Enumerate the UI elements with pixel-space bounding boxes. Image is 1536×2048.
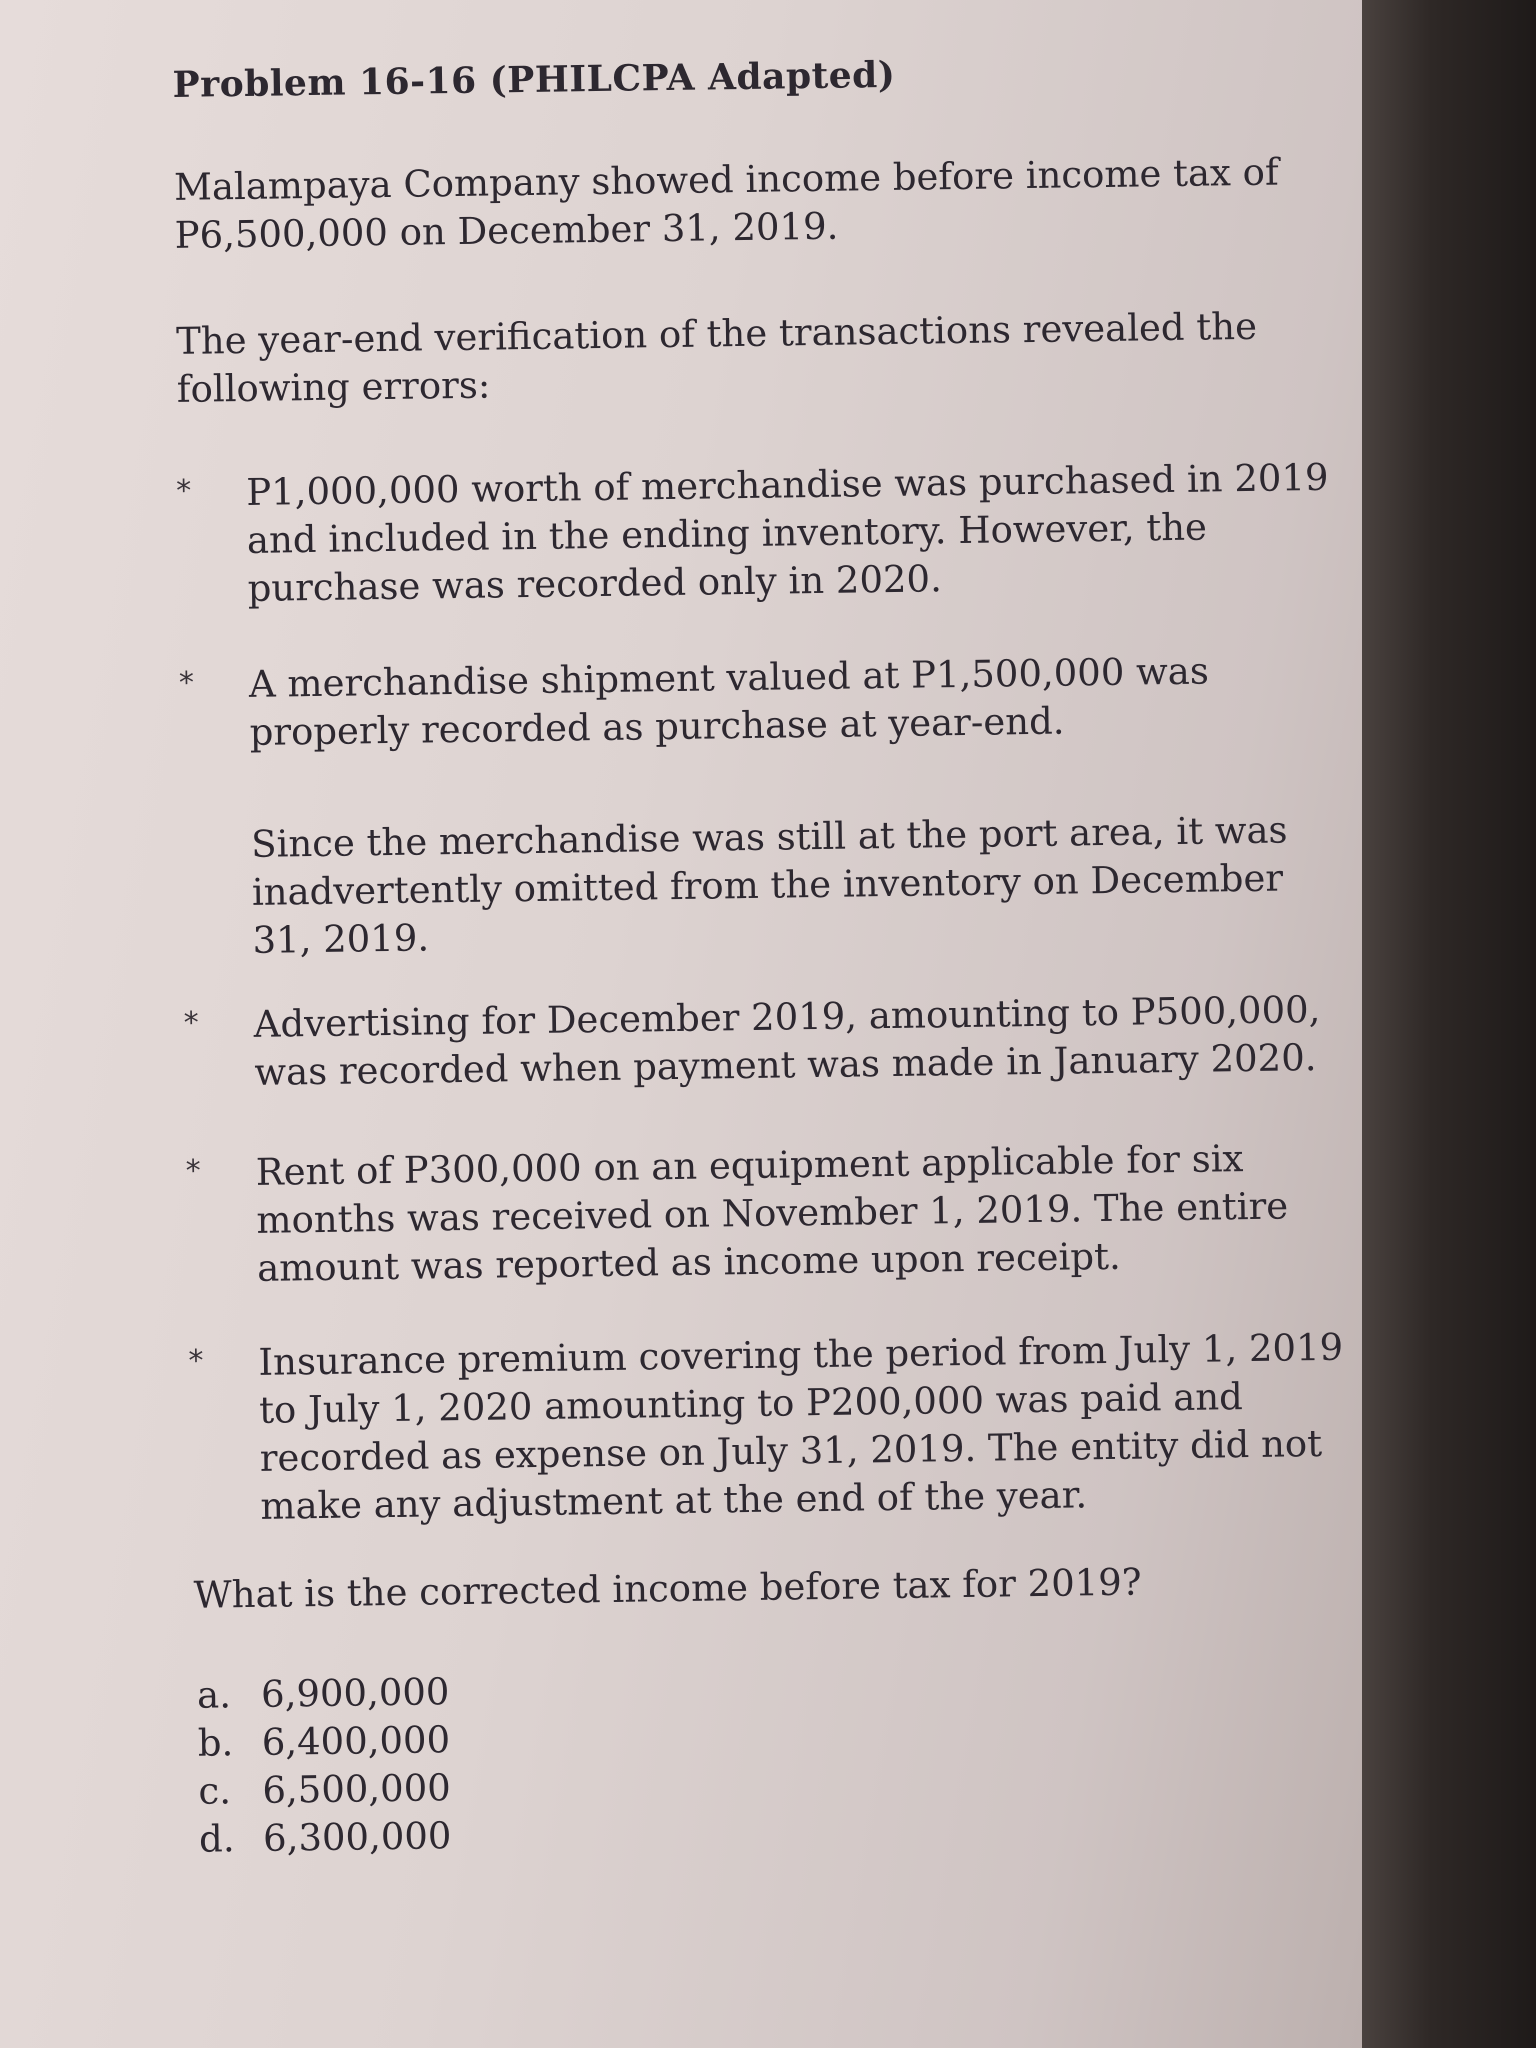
choice-letter: b. (197, 1721, 234, 1765)
choice-letter: c. (198, 1769, 232, 1813)
choice-c (198, 1764, 451, 1816)
bullet-star-icon: * (178, 665, 195, 701)
page-edge-shadow (1362, 0, 1536, 2048)
error-item (181, 986, 1351, 1094)
choice-value: 6,500,000 (262, 1766, 452, 1812)
problem-title: Problem 16-16 (PHILCPA Adapted) (172, 53, 896, 106)
choice-value: 6,300,000 (262, 1814, 452, 1860)
bullet-star-icon: * (185, 1153, 202, 1189)
question-text: What is the corrected income before tax for 2019? (193, 1560, 1142, 1617)
page-content (168, 24, 1344, 1861)
error-item-continuation (179, 806, 1349, 962)
choice-d (199, 1812, 452, 1864)
intro-paragraph: Malampaya Company showed income before income tax of P6,500,000 on December 31, 2019. (173, 150, 1279, 257)
error-item-text: P1,000,000 worth of merchandise was purchased in 2019 and included in the ending inventory. However, the purchase was recorded only in 2020. (246, 455, 1329, 610)
error-item-text: A merchandise shipment valued at P1,500,000 was properly recorded as purchase at year-end. (248, 649, 1210, 754)
error-item-text: Insurance premium covering the period from July 1, 2019 to July 1, 2020 amounting to P200,000 was paid and recorded as expense on July 31, 2019. The entity did not make any adjustment at the end of the year. (258, 1325, 1344, 1528)
bullet-star-icon: * (188, 1343, 204, 1379)
error-item (177, 646, 1347, 754)
choice-a (197, 1668, 450, 1720)
choice-value: 6,400,000 (261, 1718, 451, 1764)
error-item (183, 1134, 1353, 1290)
choice-b (197, 1716, 450, 1768)
error-item (186, 1324, 1356, 1528)
answer-choices (197, 1668, 452, 1864)
error-item (174, 454, 1344, 610)
bullet-star-icon: * (183, 1005, 199, 1041)
error-item-text: Advertising for December 2019, amounting to P500,000, was recorded when payment was made in January 2020. (253, 988, 1321, 1094)
error-item-text: Rent of P300,000 on an equipment applicable for six months was received on November 1, 2019. The entire amount was reported as income upon receipt. (255, 1137, 1289, 1290)
error-item-text: Since the merchandise was still at the port area, it was inadvertently omitted from the inventory on December 31, 2019. (250, 808, 1288, 962)
bullet-star-icon: * (176, 473, 192, 509)
choice-letter: d. (198, 1817, 235, 1861)
verification-paragraph: The year-end verification of the transactions revealed the following errors: (175, 304, 1258, 411)
choice-letter: a. (196, 1673, 232, 1717)
choice-value: 6,900,000 (260, 1670, 450, 1716)
